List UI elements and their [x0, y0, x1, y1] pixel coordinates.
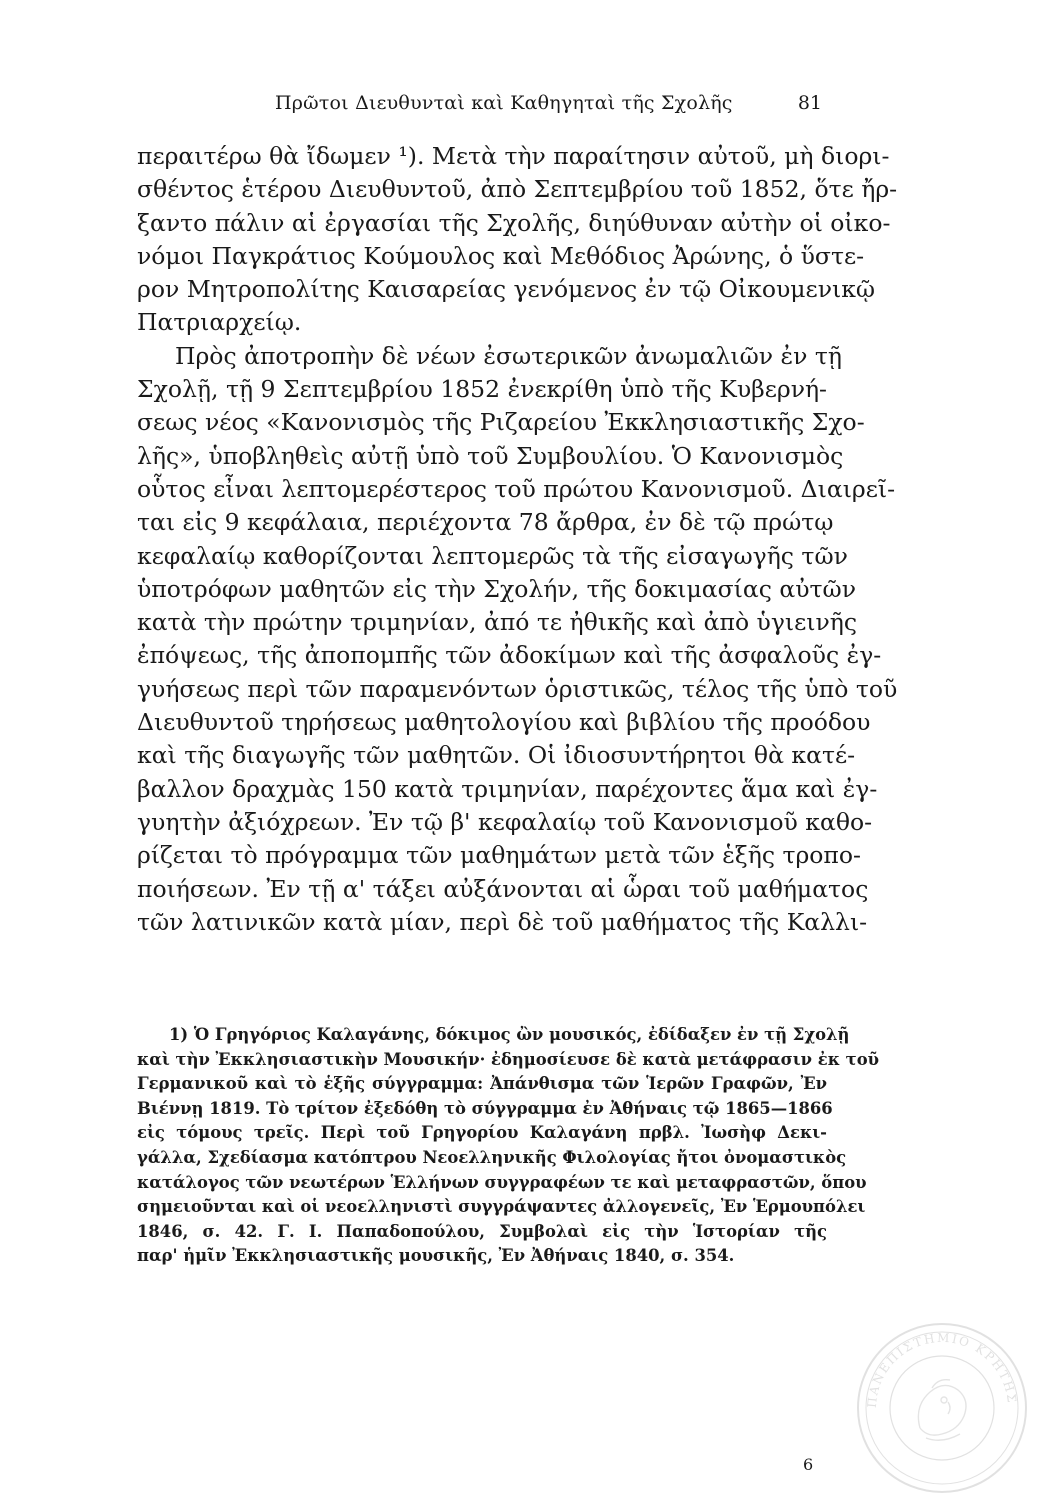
text-line: γυήσεως περὶ τῶν παραμενόντων ὁριστικῶς, τέλος τῆς ὑπὸ τοῦ [137, 674, 898, 703]
running-header [150, 92, 822, 122]
footnote-line: εἰς τόμους τρεῖς. Περὶ τοῦ Γρηγορίου Καλαγάνη πρβλ. Ἰωσὴφ Δεκι- [137, 1123, 827, 1143]
footnote-line: γάλλα, Σχεδίασμα κατόπτρου Νεοελληνικῆς Φιλολογίας ἤτοι ὀνομαστικὸς [137, 1147, 847, 1167]
text-line: τῶν λατινικῶν κατὰ μίαν, περὶ δὲ τοῦ μαθήματος τῆς Καλλι- [137, 907, 868, 936]
text-line: ἐπόψεως, τῆς ἀποπομπῆς τῶν ἀδοκίμων καὶ τῆς ἀσφαλοῦς ἐγ- [137, 641, 882, 670]
text-line: λῆς», ὑποβληθεὶς αὐτῇ ὑπὸ τοῦ Συμβουλίου. Ὁ Κανονισμὸς [137, 441, 844, 470]
running-title: Πρῶτοι Διευθυνταὶ καὶ Καθηγηταὶ τῆς Σχολῆς [275, 92, 733, 114]
page-number: 81 [797, 92, 822, 114]
footnotes [137, 1023, 880, 1269]
text-line: ρίζεται τὸ πρόγραμμα τῶν μαθημάτων μετὰ τῶν ἑξῆς τροπο- [137, 841, 861, 870]
footnote-line: σημειοῦνται καὶ οἱ νεοελληνιστὶ συγγράψαντες ἀλλογενεῖς, Ἐν Ἑρμουπόλει [137, 1197, 866, 1217]
text-line: περαιτέρω θὰ ἴδωμεν ¹). Μετὰ τὴν παραίτησιν αὐτοῦ, μὴ διορι- [137, 142, 890, 170]
printer-signature-mark: 6 [803, 1455, 814, 1474]
footnote-line: Βιέννῃ 1819. Τὸ τρίτον ἐξεδόθη τὸ σύγγραμμα ἐν Ἀθήναις τῷ 1865—1866 [137, 1098, 833, 1118]
text-line: ται εἰς 9 κεφάλαια, περιέχοντα 78 ἄρθρα, ἐν δὲ τῷ πρώτῳ [137, 508, 834, 537]
footnote-line: 1) Ὁ Γρηγόριος Καλαγάνης, δόκιμος ὢν μουσικός, ἐδίδαξεν ἐν τῇ Σχολῇ [169, 1025, 850, 1044]
text-line: κατὰ τὴν πρώτην τριμηνίαν, ἀπό τε ἠθικῆς καὶ ἀπὸ ὑγιεινῆς [137, 608, 858, 637]
text-line: Διευθυντοῦ τηρήσεως μαθητολογίου καὶ βιβλίου τῆς προόδου [137, 708, 871, 737]
seal-text: ΠΑΝΕΠΙΣΤΗΜΙΟ ΚΡΗΤΗΣ [864, 1330, 1020, 1409]
main-text [137, 140, 898, 939]
text-line: βαλλον δραχμὰς 150 κατὰ τριμηνίαν, παρέχοντες ἅμα καὶ ἐγ- [137, 774, 878, 803]
footnote-line: παρ' ἡμῖν Ἐκκλησιαστικῆς μουσικῆς, Ἐν Ἀθήναις 1840, σ. 354. [137, 1246, 735, 1266]
text-line: σεως νέος «Κανονισμὸς τῆς Ριζαρείου Ἐκκλησιαστικῆς Σχο- [137, 408, 865, 437]
text-line: κεφαλαίῳ καθορίζονται λεπτομερῶς τὰ τῆς εἰσαγωγῆς τῶν [137, 541, 848, 570]
footnote-line: Γερμανικοῦ καὶ τὸ ἑξῆς σύγγραμμα: Ἀπάνθισμα τῶν Ἱερῶν Γραφῶν, Ἐν [137, 1074, 827, 1094]
footnote-line: 1846, σ. 42. Γ. Ι. Παπαδοπούλου, Συμβολαὶ εἰς τὴν Ἱστορίαν τῆς [137, 1221, 827, 1241]
text-line: ρον Μητροπολίτης Καισαρείας γενόμενος ἐν τῷ Οἰκουμενικῷ [137, 275, 876, 304]
text-line: ξαντο πάλιν αἱ ἐργασίαι τῆς Σχολῆς, διηύθυναν αὐτὴν οἱ οἰκο- [137, 208, 891, 237]
text-line: σθέντος ἑτέρου Διευθυντοῦ, ἀπὸ Σεπτεμβρίου τοῦ 1852, ὅτε ἤρ- [137, 175, 898, 204]
text-line: Πρὸς ἀποτροπὴν δὲ νέων ἐσωτερικῶν ἀνωμαλιῶν ἐν τῇ [175, 341, 842, 370]
text-line: ποιήσεων. Ἐν τῇ α' τάξει αὐξάνονται αἱ ὧραι τοῦ μαθήματος [137, 874, 869, 903]
footnote-line: καὶ τὴν Ἐκκλησιαστικὴν Μουσικήν· ἐδημοσίευσε δὲ κατὰ μετάφρασιν ἐκ τοῦ [137, 1049, 880, 1069]
text-line: καὶ τῆς διαγωγῆς τῶν μαθητῶν. Οἱ ἰδιοσυντήρητοι θὰ κατέ- [137, 741, 856, 770]
text-line: Σχολῇ, τῇ 9 Σεπτεμβρίου 1852 ἐνεκρίθη ὑπὸ τῆς Κυβερνή- [137, 375, 827, 404]
text-line: οὗτος εἶναι λεπτομερέστερος τοῦ πρώτου Κανονισμοῦ. Διαιρεῖ- [137, 474, 896, 503]
text-line: νόμοι Παγκράτιος Κούμουλος καὶ Μεθόδιος Ἀρώνης, ὁ ὕστε- [137, 241, 865, 270]
university-seal-icon [852, 1318, 1032, 1498]
footnote-line: κατάλογος τῶν νεωτέρων Ἑλλήνων συγγραφέων τε καὶ μεταφραστῶν, ὅπου [137, 1172, 867, 1192]
text-line: γυητὴν ἀξιόχρεων. Ἐν τῷ β' κεφαλαίῳ τοῦ Κανονισμοῦ καθο- [137, 807, 873, 836]
text-line: ὑποτρόφων μαθητῶν εἰς τὴν Σχολήν, τῆς δοκιμασίας αὐτῶν [137, 574, 856, 603]
text-line: Πατριαρχείῳ. [137, 308, 302, 337]
